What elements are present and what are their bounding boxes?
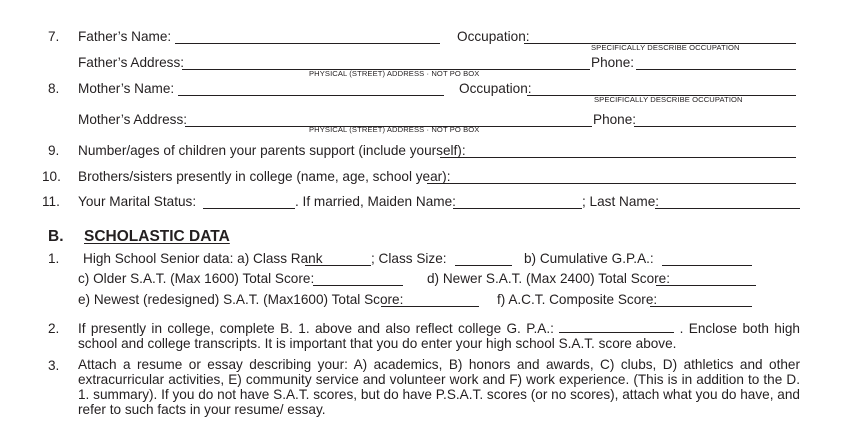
question-number-10: 10. xyxy=(42,169,61,184)
mothers-address-label: Mother’s Address: xyxy=(78,112,188,127)
b3-number: 3. xyxy=(48,358,60,373)
cumulative-gpa-field[interactable] xyxy=(662,253,752,266)
b1-number: 1. xyxy=(48,251,60,266)
b3-paragraph: Attach a resume or essay describing your: A) academics, B) honors and awards, C) clubs, D) athletics and other extracurricular activities, E) community service and volunteer work and F) work experience. (This is in addition to the D. 1. summary). If you do not have S.A.T. scores, but do have P.S.A.T. scores (or no scores), attach what you do have, and refer to such facts in your resume/ essay. xyxy=(78,357,800,417)
last-name-field[interactable] xyxy=(655,196,800,209)
b2-number: 2. xyxy=(48,321,60,336)
father-occupation-hint: SPECIFICALLY DESCRIBE OCCUPATION xyxy=(591,43,740,52)
mothers-name-field[interactable] xyxy=(178,83,444,96)
last-name-label: ; Last Name: xyxy=(582,194,660,209)
question-number-8: 8. xyxy=(48,81,60,96)
class-size-label: ; Class Size: xyxy=(371,251,447,266)
act-score-field[interactable] xyxy=(650,294,752,307)
father-occupation-label: Occupation: xyxy=(457,29,530,44)
marital-status-field[interactable] xyxy=(203,196,295,209)
class-rank-field[interactable] xyxy=(305,253,371,266)
newest-sat-field[interactable] xyxy=(381,294,479,307)
maiden-name-label: . If married, Maiden Name: xyxy=(295,194,456,209)
mother-phone-label: Phone: xyxy=(593,112,637,127)
children-supported-label: Number/ages of children your parents support (include yourself): xyxy=(78,143,466,158)
siblings-in-college-field[interactable] xyxy=(427,171,796,184)
question-number-11: 11. xyxy=(42,194,60,209)
fathers-name-field[interactable] xyxy=(175,31,440,44)
question-number-9: 9. xyxy=(48,143,60,158)
act-score-label: f) A.C.T. Composite Score: xyxy=(497,292,658,307)
older-sat-label: c) Older S.A.T. (Max 1600) Total Score: xyxy=(78,271,315,286)
b2-paragraph xyxy=(78,320,800,351)
marital-status-label: Your Marital Status: xyxy=(78,194,197,209)
mother-phone-field[interactable] xyxy=(634,114,796,127)
college-gpa-field[interactable] xyxy=(559,320,674,333)
cumulative-gpa-label: b) Cumulative G.P.A.: xyxy=(524,251,654,266)
father-phone-label: Phone: xyxy=(591,55,635,70)
newer-sat-label: d) Newer S.A.T. (Max 2400) Total Score: xyxy=(427,271,671,286)
fathers-name-label: Father’s Name: xyxy=(78,29,172,44)
newest-sat-label: e) Newest (redesigned) S.A.T. (Max1600) Total Score: xyxy=(78,292,404,307)
mother-occupation-hint: SPECIFICALLY DESCRIBE OCCUPATION xyxy=(594,95,743,104)
children-supported-field[interactable] xyxy=(440,145,796,158)
newer-sat-field[interactable] xyxy=(656,273,756,286)
class-rank-label: High School Senior data: a) Class Rank xyxy=(83,251,323,266)
question-number-7: 7. xyxy=(48,29,60,44)
fathers-address-label: Father’s Address: xyxy=(78,55,185,70)
father-phone-field[interactable] xyxy=(636,57,796,70)
section-b-letter: B. xyxy=(48,228,64,245)
b2-text-part1: If presently in college, complete B. 1. above and also reflect college G. P.A.: xyxy=(78,321,554,336)
b2-text-part2: . Enclose both high school and college transcripts. It is important that you do enter your high school S.A.T. score above. xyxy=(78,321,800,351)
mothers-name-label: Mother’s Name: xyxy=(78,81,175,96)
siblings-in-college-label: Brothers/sisters presently in college (name, age, school year): xyxy=(78,169,451,184)
father-address-hint: PHYSICAL (STREET) ADDRESS · NOT PO BOX xyxy=(309,69,480,78)
class-size-field[interactable] xyxy=(455,253,512,266)
mother-occupation-label: Occupation: xyxy=(459,81,532,96)
older-sat-field[interactable] xyxy=(313,273,403,286)
mother-address-hint: PHYSICAL (STREET) ADDRESS · NOT PO BOX xyxy=(309,125,480,134)
section-b-title: SCHOLASTIC DATA xyxy=(84,228,230,245)
maiden-name-field[interactable] xyxy=(453,196,582,209)
